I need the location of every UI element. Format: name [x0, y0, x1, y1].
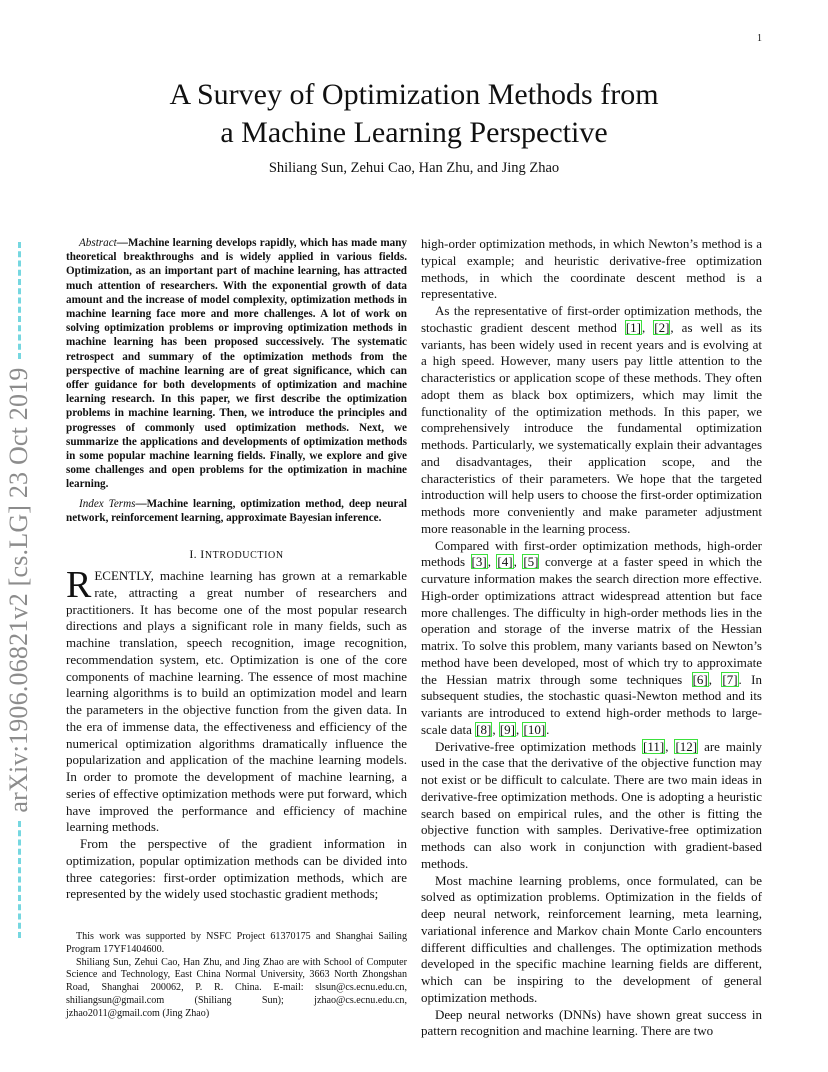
abstract-label: Abstract — [79, 237, 117, 249]
right-column — [421, 236, 762, 1040]
arxiv-stamp-dash-left — [18, 821, 21, 938]
right-paragraph-2-text-a: As the representative of first-order optimization methods, the stochastic gradient descent method — [421, 303, 762, 335]
title-line-1: A Survey of Optimization Methods from — [169, 78, 659, 111]
drop-cap: R — [66, 564, 92, 607]
citation-link[interactable]: [6] — [692, 671, 708, 687]
title-line-2: a Machine Learning Perspective — [220, 116, 608, 149]
footnote-funding: This work was supported by NSFC Project 61370175 and Shanghai Sailing Program 17YF1404600. — [66, 931, 407, 955]
arxiv-stamp-dash-right — [18, 242, 21, 359]
right-paragraph-4-text-b: are mainly used in the case that the derivative of the objective function may not exist or be difficult to calculate. There are two main ideas in derivative-free optimization methods. One is adopting a heuristic search based on empirical rules, and the other is fitting the objective function with samples. Derivative-free optimization methods can also work in conjunction with gradient-based methods. — [421, 738, 763, 871]
intro-smallcaps: ECENTLY, — [94, 568, 154, 584]
right-paragraph-1: high-order optimization methods, in which Newton’s method is a typical example; and heuristic derivative-free optimization methods, in which the coordinate descent method is a representative. — [421, 236, 762, 302]
section-title-rest: NTRODUCTION — [204, 550, 284, 562]
citation-link[interactable]: [3] — [471, 554, 487, 570]
section-number: I. — [189, 547, 197, 562]
page-number: 1 — [757, 33, 762, 44]
right-paragraph-6: Deep neural networks (DNNs) have shown great success in pattern recognition and machine learning. There are two — [421, 1006, 762, 1039]
citation-link[interactable]: [5] — [523, 554, 539, 570]
citation-link[interactable]: [2] — [654, 319, 670, 335]
intro-paragraph-2: From the perspective of the gradient information in optimization, popular optimization methods can be divided into three categories: first-order optimization methods, which are represented by the widely used stochastic gradient methods; — [66, 836, 407, 902]
index-terms — [66, 497, 407, 525]
right-paragraph-2: As the representative of first-order optimization methods, the stochastic gradient descent method [1], [2], as well as its variants, has been widely used in recent years and is evolving at a high speed. However, many users pay little attention to the characteristics or application scope of these methods. They often adopt them as black box optimizers, which may limit the functionality of the optimization methods. In this paper, we comprehensively introduce the fundamental optimization methods. Particularly, we systematically explain their advantages and disadvantages, their application scope, and the characteristics of their parameters. We hope that the targeted introduction will help users to choose the first-order optimization methods more conveniently and make parameter adjustment more reasonable in the learning process. — [421, 303, 762, 536]
section-title — [200, 547, 284, 562]
right-paragraph-4: Derivative-free optimization methods [11], [12] are mainly used in the case that the derivative of the objective function may not exist or be difficult to calculate. There are two main ideas in derivative-free optimization methods. One is adopting a heuristic search based on empirical rules, and the other is fitting the objective function with samples. Derivative-free optimization methods can also work in conjunction with gradient-based methods. — [421, 738, 763, 871]
author-list: Shiliang Sun, Zehui Cao, Han Zhu, and Jing Zhao — [268, 160, 560, 176]
right-paragraph-5: Most machine learning problems, once formulated, can be solved as optimization problems. Optimization in the fields of deep neural network, reinforcement learning, meta learning, variational inference and Markov chain Monte Carlo encounters different difficulties and challenges. The optimization methods developed in the specific machine learning fields are different, which can be inspiring to the development of general optimization methods. — [421, 872, 762, 1005]
intro-paragraph-1-text: machine learning has grown at a remarkable rate, attracting a great number of researchers and practitioners. It has become one of the most popular research directions and plays a significant role in many fields, such as machine translation, speech recognition, image recognition, recommendation system, etc. Optimization is one of the core components of machine learning. The essence of most machine learning algorithms is to build an optimization model and learn the parameters in the objective function from the given data. In the era of immense data, the effectiveness and efficiency of the numerical optimization algorithms dramatically influence the popularization and application of the machine learning models. In order to promote the development of machine learning, a series of effective optimization methods were put forward, which have improved the performance and efficiency of machine learning methods. — [66, 568, 407, 835]
footnote — [66, 931, 407, 1021]
citation-link[interactable]: [11] — [643, 738, 665, 754]
right-paragraph-3-text-b: converge at a faster speed in which the curvature information makes the search direction more effective. High-order optimizations attract widespread attention but face more challenges. The difficulty in high-order methods lies in the operation and storage of the inverse matrix of the Hessian matrix. To solve this problem, many variants based on Newton’s method have been developed, most of which try to approximate the Hessian matrix through some techniques — [421, 554, 762, 687]
citation-link[interactable]: [1] — [625, 319, 641, 335]
intro-paragraph-1 — [66, 564, 407, 836]
citation-link[interactable]: [9] — [499, 721, 515, 737]
index-terms-label: Index Terms — [79, 497, 136, 510]
right-paragraph-3: Compared with first-order optimization methods, high-order methods [3], [4], [5] converge at a faster speed in which the curvature information makes the search direction more effective. High-order optimizations attract widespread attention but face more challenges. The difficulty in high-order methods lies in the operation and storage of the inverse matrix of the Hessian matrix. To solve this problem, many variants based on Newton’s method have been developed, most of which try to approximate the Hessian matrix through some techniques [6], [7]. In subsequent studies, the stochastic quasi-Newton method and its variants are introduced to extend high-order methods to large-scale data [8], [9], [10]. — [421, 537, 762, 737]
arxiv-stamp-text: arXiv:1906.06821v2 [cs.LG] 23 Oct 2019 — [4, 367, 33, 813]
index-terms-text: —Machine learning, optimization method, deep neural network, reinforcement learning, approximate Bayesian inference. — [66, 497, 408, 524]
left-column — [66, 236, 407, 903]
right-paragraph-4-text-a: Derivative-free optimization methods — [435, 738, 643, 754]
right-paragraph-2-text-b: , as well as its variants, has been widely used in recent years and is evolving at a high speed. However, many users pay little attention to the characteristics or application scope of these methods. They often adopt them as black box optimizers, which may limit the functionality of the optimization methods. In this paper, we comprehensively introduce the fundamental optimization methods. Particularly, we systematically explain their advantages and disadvantages, their application scope, and the characteristics of their parameters. We hope that the targeted introduction will help users to choose the first-order optimization methods more conveniently and make parameter adjustment more reasonable in the learning process. — [421, 319, 762, 536]
section-heading-introduction — [66, 547, 407, 562]
abstract — [66, 236, 407, 492]
citation-link[interactable]: [12] — [675, 738, 698, 754]
footnote-affiliation: Shiliang Sun, Zehui Cao, Han Zhu, and Jing Zhao are with School of Computer Science and Technology, East China Normal University, 3663 North Zhongshan Road, Shanghai 200062, P. R. China. E-mail: slsun@cs.ecnu.edu.cn, shiliangsun@gmail.com (Shiliang Sun); jzhao@cs.ecnu.edu.cn, jzhao2011@gmail.com (Jing Zhao) — [66, 956, 407, 1019]
right-paragraph-3-text-c: . In subsequent studies, the stochastic quasi-Newton method and its variants are introduced to extend high-order methods to large-scale data — [421, 671, 762, 737]
citation-link[interactable]: [4] — [497, 554, 513, 570]
right-paragraph-3-text-a: Compared with first-order optimization methods, high-order methods — [421, 537, 762, 570]
citation-link[interactable]: [10] — [523, 721, 546, 737]
paper-title — [0, 76, 828, 152]
arxiv-stamp — [4, 240, 34, 940]
citation-link[interactable]: [8] — [476, 721, 492, 737]
abstract-text: —Machine learning develops rapidly, which has made many theoretical breakthroughs and is widely applied in various fields. Optimization, as an important part of machine learning, has attracted much attention of researchers. With the exponential growth of data amount and the increase of model complexity, optimization methods in machine learning face more and more challenges. A lot of work on solving optimization problems or improving optimization methods in machine learning has been proposed successively. The systematic retrospect and summary of the optimization methods from the perspective of machine learning are of great significance, which can offer guidance for both developments of optimization and machine learning research. In this paper, we first describe the optimization problems in machine learning. Then, we introduce the principles and progresses of commonly used optimization methods. Next, we summarize the applications and developments of optimization methods in some popular machine learning fields. Finally, we explore and give some challenges and open problems for the optimization in machine learning. — [66, 237, 407, 491]
citation-link[interactable]: [7] — [722, 671, 738, 687]
section-title-initial: I — [200, 547, 205, 562]
